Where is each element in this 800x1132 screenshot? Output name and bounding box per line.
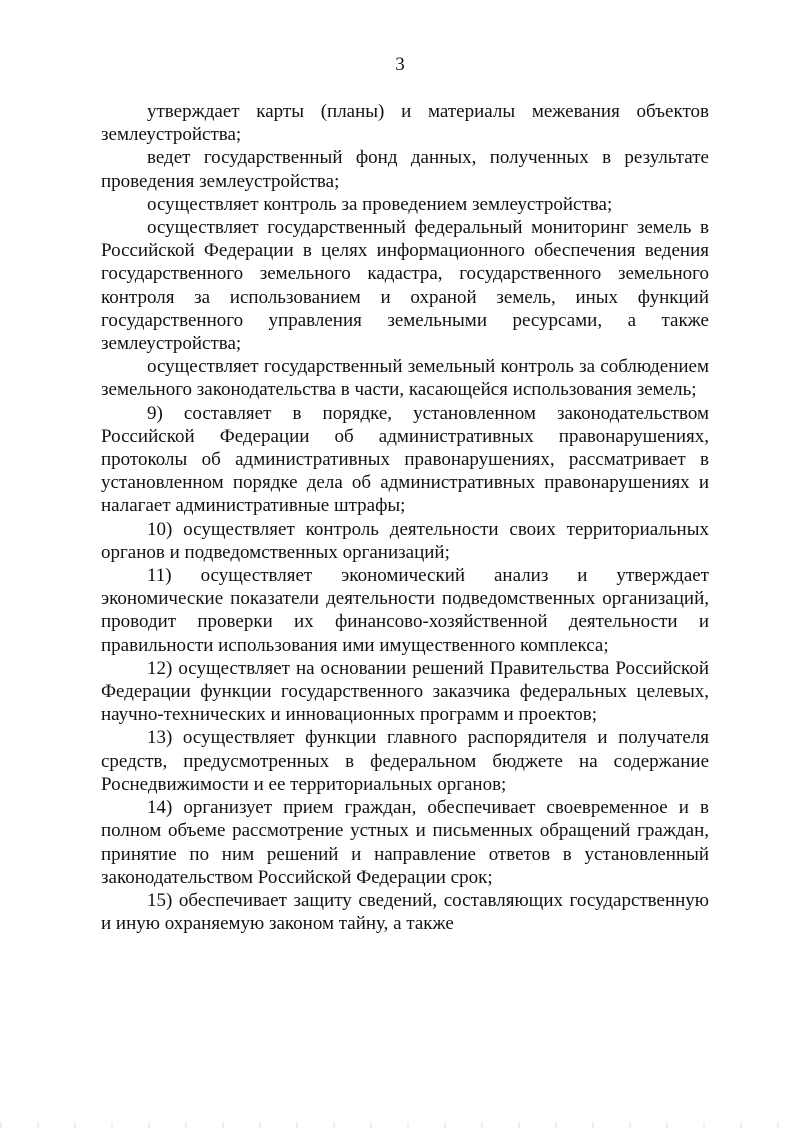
document-body	[101, 100, 709, 935]
scan-edge-noise	[0, 1122, 800, 1128]
paragraph: ведет государственный фонд данных, полученных в результате проведения землеустройства;	[101, 147, 709, 192]
paragraph: осуществляет государственный федеральный мониторинг земель в Российской Федерации в целях информационного обеспечения ведения государственного земельного кадастра, государственного земельного контроля за использованием и охраной земель, иных функций государственного управления земельными ресурсами, а также землеустройства;	[101, 217, 709, 355]
paragraph: 10) осуществляет контроль деятельности своих территориальных органов и подведомственных организаций;	[101, 518, 709, 563]
paragraph: осуществляет государственный земельный контроль за соблюдением земельного законодательства в части, касающейся использования земель;	[101, 356, 709, 401]
paragraph: 15) обеспечивает защиту сведений, составляющих государственную и иную охраняемую законом тайну, а также	[101, 889, 709, 935]
page-number: 3	[395, 54, 405, 75]
paragraph: утверждает карты (планы) и материалы межевания объектов землеустройства;	[101, 101, 709, 146]
paragraph: 13) осуществляет функции главного распорядителя и получателя средств, предусмотренных в федеральном бюджете на содержание Роснедвижимости и ее территориальных органов;	[101, 727, 709, 795]
paragraph: 14) организует прием граждан, обеспечивает своевременное и в полном объеме рассмотрение устных и письменных обращений граждан, принятие по ним решений и направление ответов в установленный законодательством Российской Федерации срок;	[101, 797, 709, 888]
paragraph: 11) осуществляет экономический анализ и утверждает экономические показатели деятельности подведомственных организаций, проводит проверки их финансово-хозяйственной деятельности и правильности использования ими имущественного комплекса;	[101, 565, 709, 656]
paragraph: 12) осуществляет на основании решений Правительства Российской Федерации функции государственного заказчика федеральных целевых, научно-технических и инновационных программ и проектов;	[101, 657, 709, 726]
paragraph: 9) составляет в порядке, установленном законодательством Российской Федерации об административных правонарушениях, протоколы об административных правонарушениях, рассматривает в установленном порядке дела об административных правонарушениях и налагает административные штрафы;	[101, 402, 709, 517]
paragraph: осуществляет контроль за проведением землеустройства;	[147, 193, 613, 215]
